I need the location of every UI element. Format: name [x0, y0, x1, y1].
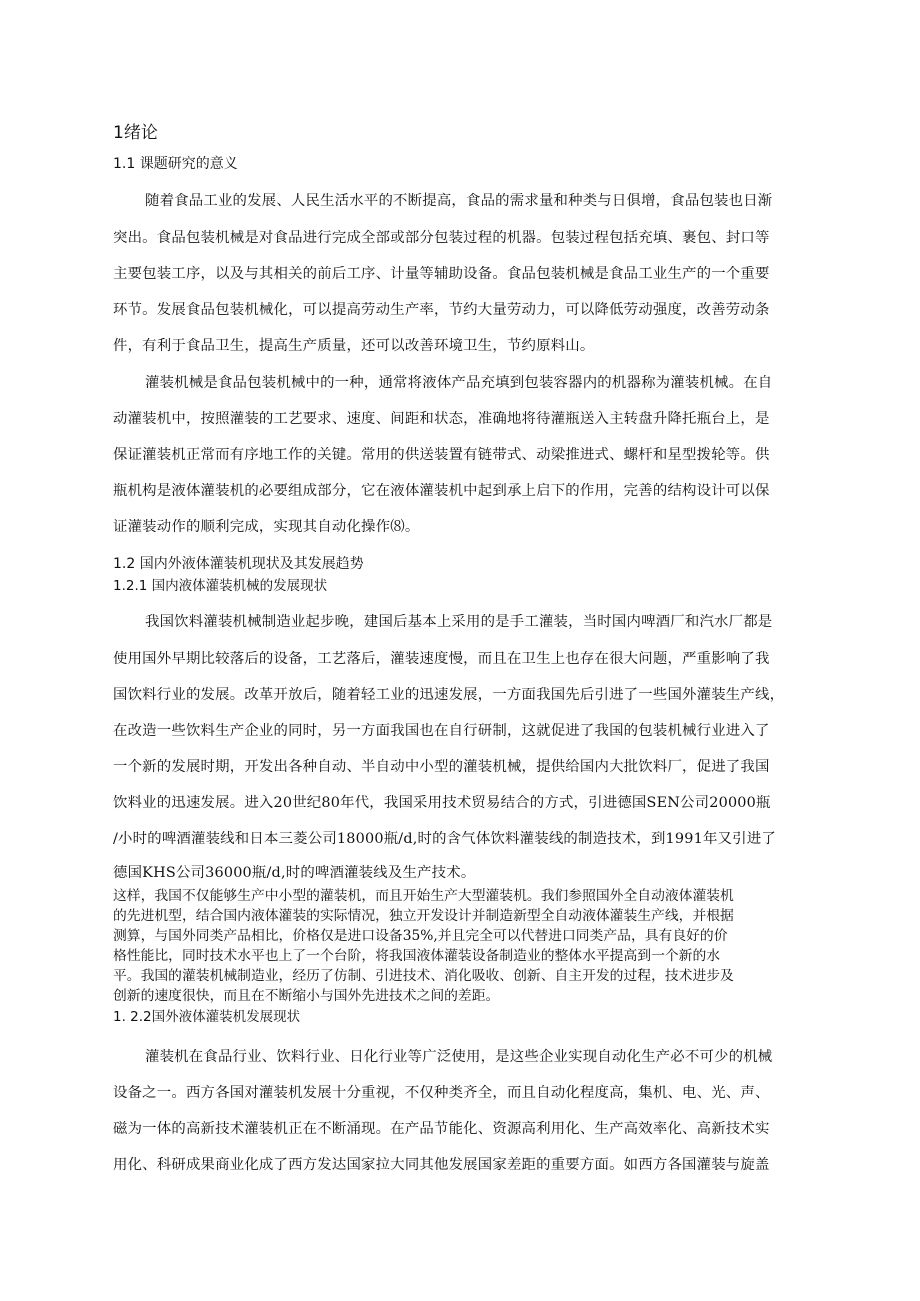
paragraph-3-line: /小时的啤酒灌装线和日本三菱公司18000瓶/d,时的含气体饮料灌装线的制造技术，到1991年又引进了 [113, 831, 776, 847]
paragraph-2-line: 瓶机构是液体灌装机的必要组成部分，它在液体灌装机中起到承上启下的作用，完善的结构设计可以保 [113, 483, 770, 499]
paragraph-1-line: 环节。发展食品包装机械化，可以提高劳动生产率，节约大量劳动力，可以降低劳动强度，改善劳动条 [113, 302, 770, 318]
paragraph-2-line: 动灌装机中，按照灌装的工艺要求、速度、间距和状态，准确地将待灌瓶送入主转盘升降托瓶台上，是 [113, 411, 770, 427]
paragraph-4-line: 创新的速度很快，而且在不断缩小与国外先进技术之间的差距。 [113, 988, 500, 1004]
paragraph-4-line: 格性能比，同时技术水平也上了一个台阶，将我国液体灌装设备制造业的整体水平提高到一个新的水 [113, 948, 721, 964]
paragraph-1-line: 件，有利于食品卫生，提高生产质量，还可以改善环境卫生，节约原料山。 [113, 338, 595, 354]
paragraph-3-line: 我国饮料灌装机械制造业起步晚，建国后基本上采用的是手工灌装，当时国内啤酒厂和汽水厂都是 [145, 614, 773, 630]
paragraph-1-line: 突出。食品包装机械是对食品进行完成全部或部分包装过程的机器。包装过程包括充填、裹包、封口等 [113, 230, 770, 246]
section-heading-1-1: 1.1 课题研究的意义 [113, 156, 238, 172]
paragraph-3-line: 饮料业的迅速发展。进入20世纪80年代，我国采用技术贸易结合的方式，引进德国SEN公司20000瓶 [113, 795, 771, 811]
paragraph-2-line: 灌装机械是食品包装机械中的一种，通常将液体产品充填到包装容器内的机器称为灌装机械。在自 [145, 375, 773, 391]
paragraph-3-line: 德国KHS公司36000瓶/d,时的啤酒灌装线及生产技术。 [113, 865, 476, 881]
section-heading-1-2: 1.2 国内外液体灌装机现状及其发展趋势 [113, 556, 364, 572]
chapter-heading: 1绪论 [113, 123, 158, 143]
paragraph-1-line: 主要包装工序，以及与其相关的前后工序、计量等辅助设备。食品包装机械是食品工业生产的一个重要 [113, 266, 770, 282]
paragraph-4-line: 这样，我国不仅能够生产中小型的灌装机，而且开始生产大型灌装机。我们参照国外全自动液体灌装机 [113, 888, 734, 904]
paragraph-3-line: 使用国外早期比较落后的设备，工艺落后，灌装速度慢，而且在卫生上也存在很大问题，严重影响了我 [113, 651, 770, 667]
section-heading-1-2-1: 1.2.1 国内液体灌装机械的发展现状 [113, 578, 328, 594]
paragraph-3-line: 国饮料行业的发展。改革开放后，随着轻工业的迅速发展，一方面我国先后引进了一些国外灌装生产线， [113, 687, 785, 703]
paragraph-1-line: 随着食品工业的发展、人民生活水平的不断提高，食品的需求量和种类与日俱增，食品包装也日渐 [145, 193, 773, 209]
paragraph-2-line: 保证灌装机正常而有序地工作的关键。常用的供送装置有链带式、动梁推进式、螺杆和星型拨轮等。供 [113, 447, 770, 463]
paragraph-4-line: 的先进机型，结合国内液体灌装的实际情况，独立开发设计并制造新型全自动液体灌装生产线，并根据 [113, 908, 734, 924]
paragraph-3-line: 在改造一些饮料生产企业的同时，另一方面我国也在自行研制，这就促进了我国的包装机械行业进入了 [113, 723, 770, 739]
paragraph-5-line: 磁为一体的高新技术灌装机正在不断涌现。在产品节能化、资源高利用化、生产高效率化、高新技术实 [113, 1121, 770, 1137]
paragraph-5-line: 灌装机在食品行业、饮料行业、日化行业等广泛使用，是这些企业实现自动化生产必不可少的机械 [145, 1049, 773, 1065]
paragraph-4-line: 平。我国的灌装机械制造业，经历了仿制、引进技术、消化吸收、创新、自主开发的过程，技术进步及 [113, 968, 734, 984]
section-heading-1-2-2: 1. 2.2国外液体灌装机发展现状 [113, 1009, 301, 1025]
paragraph-5-line: 设备之一。西方各国对灌装机发展十分重视，不仅种类齐全，而且自动化程度高，集机、电、光、声、 [113, 1085, 770, 1101]
paragraph-3-line: 一个新的发展时期，开发出各种自动、半自动中小型的灌装机械，提供给国内大批饮料厂，促进了我国 [113, 759, 770, 775]
paragraph-2-line: 证灌装动作的顺利完成，实现其自动化操作⑻。 [113, 519, 420, 535]
paragraph-4-line: 测算，与国外同类产品相比，价格仅是进口设备35%,并且完全可以代替进口同类产品，具有良好的价 [113, 928, 728, 944]
paragraph-5-line: 用化、科研成果商业化成了西方发达国家拉大同其他发展国家差距的重要方面。如西方各国灌装与旋盖 [113, 1157, 770, 1173]
